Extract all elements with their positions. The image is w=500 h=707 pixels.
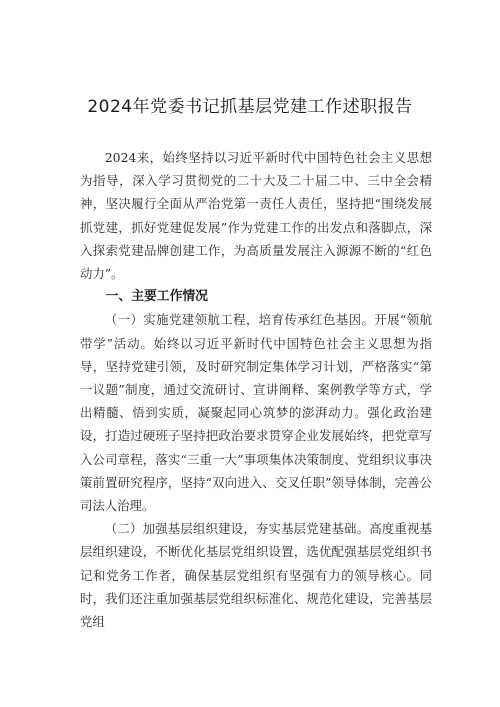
section-heading-main-work: 一、主要工作情况 bbox=[105, 289, 208, 305]
document-body bbox=[80, 146, 432, 633]
paragraph-item-one: （一）实施党建领航工程，培育传承红色基因。开展“领航带学”活动。始终以习近平新时代中国特色社会主义思想为指导，坚持党建引领，及时研究制定集体学习计划，严格落实“第一议题”制度，通过交流研讨、宣讲阐释、案例教学等方式，学出精髓、悟到实质，凝聚起同心筑梦的澎湃动力。强化政治建设，打造过硬班子坚持把政治要求贯穿企业发展始终，把党章写入公司章程，落实“三重一大”事项集体决策制度、党组织议事决策前置研究程序，坚持“双向进入、交叉任职”领导体制，完善公司法人治理。 bbox=[80, 312, 432, 514]
document-title: 2024年党委书记抓基层党建工作述职报告 bbox=[87, 97, 413, 117]
intro-paragraph: 2024来，始终坚持以习近平新时代中国特色社会主义思想为指导，深入学习贯彻党的二十大及二十届二中、三中全会精神，坚决履行全面从严治党第一责任人责任，坚持把“围绕发展抓党建，抓好党建促发展”作为党建工作的出发点和落脚点，深入探索党建品牌创建工作，为高质量发展注入源源不断的“红色动力”。 bbox=[80, 150, 432, 282]
paragraph-item-two: （二）加强基层组织建设，夯实基层党建基础。高度重视基层组织建设，不断优化基层党组织设置，选优配强基层党组织书记和党务工作者，确保基层党组织有坚强有力的领导核心。同时，我们还注重加强基层党组织标准化、规范化建设，完善基层党组 bbox=[80, 521, 432, 630]
